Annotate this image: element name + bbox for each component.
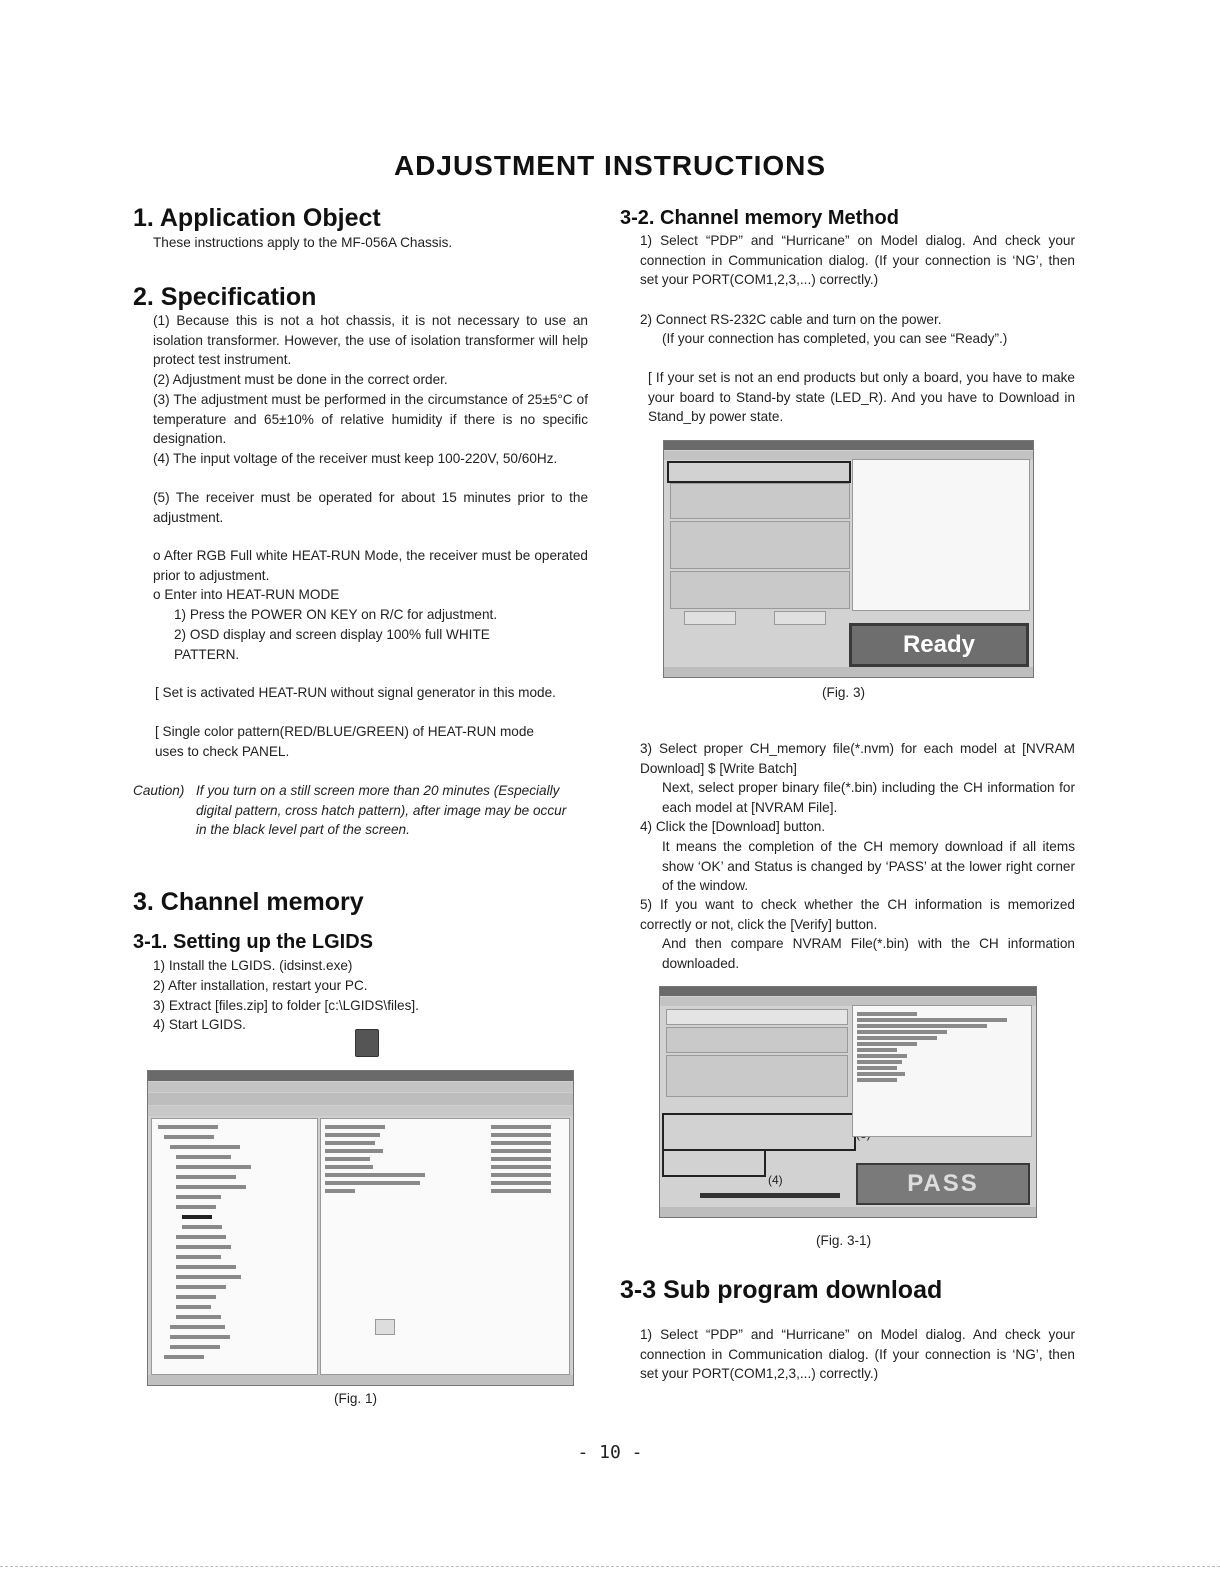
pass-status: PASS bbox=[856, 1163, 1030, 1205]
fig-3-screenshot bbox=[663, 440, 1034, 678]
method-step-1: 1) Select “PDP” and “Hurricane” on Model dialog. And check your connection in Communication dialog. (If your connection is ‘NG’, then set your PORT(COM1,2,3,...) correctly.) bbox=[640, 233, 1075, 288]
section-1-heading: 1. Application Object bbox=[133, 204, 381, 232]
fig-3-1-screenshot bbox=[659, 986, 1037, 1218]
ready-status: Ready bbox=[849, 623, 1029, 667]
note-1: [ Set is activated HEAT-RUN without signal generator in this mode. bbox=[155, 685, 556, 700]
lgids-step-2: 2) After installation, restart your PC. bbox=[153, 978, 368, 993]
file-list-pane bbox=[320, 1118, 570, 1375]
method-step-3: 3) Select proper CH_memory file(*.nvm) for each model at [NVRAM Download] $ [Write Batch] bbox=[640, 741, 1075, 776]
download-button[interactable] bbox=[684, 611, 736, 625]
lgids-step-4: 4) Start LGIDS. bbox=[153, 1017, 246, 1032]
window-titlebar bbox=[148, 1071, 573, 1081]
message-pane bbox=[852, 1005, 1032, 1137]
page-number: - 10 - bbox=[577, 1442, 643, 1463]
nvram-file-group bbox=[670, 571, 850, 609]
nvram-file-highlight-box bbox=[662, 1113, 856, 1151]
spec-item-5: (5) The receiver must be operated for about 15 minutes prior to the adjustment. bbox=[153, 490, 588, 525]
method-step-4-detail: It means the completion of the CH memory download if all items show ‘OK’ and Status is changed by ‘PASS’ at the lower right corner of the window. bbox=[662, 839, 1075, 894]
spec-item-2: (2) Adjustment must be done in the correct order. bbox=[153, 372, 448, 387]
cursor-tooltip bbox=[375, 1319, 395, 1335]
fig-1-screenshot bbox=[147, 1070, 574, 1386]
address-bar bbox=[148, 1106, 573, 1116]
status-bar bbox=[148, 1375, 573, 1385]
section-1-text: These instructions apply to the MF-056A Chassis. bbox=[153, 235, 453, 250]
method-step-2-note: (If your connection has completed, you can see “Ready”.) bbox=[662, 331, 1008, 346]
lgids-step-1: 1) Install the LGIDS. (idsinst.exe) bbox=[153, 958, 353, 973]
status-bar bbox=[664, 667, 1033, 677]
section-3-heading: 3. Channel memory bbox=[133, 888, 364, 916]
method-step-5: 5) If you want to check whether the CH information is memorized correctly or not, click the [Verify] button. bbox=[640, 897, 1075, 932]
heatrun-step-2: 2) OSD display and screen display 100% full WHITE PATTERN. bbox=[174, 627, 490, 662]
method-step-5-detail: And then compare NVRAM File(*.bin) with the CH information downloaded. bbox=[662, 936, 1075, 971]
caution-text: If you turn on a still screen more than 20 minutes (Especially digital pattern, cross hatch pattern), after image may be occur in the black level part of the screen. bbox=[196, 783, 567, 838]
message-pane bbox=[852, 459, 1030, 611]
method-step-4: 4) Click the [Download] button. bbox=[640, 819, 826, 834]
standby-note: [ If your set is not an end products but only a board, you have to make your board to Stand-by state (LED_R). And you have to Download in Stand_by power state. bbox=[648, 370, 1075, 425]
section-3-1-heading: 3-1. Setting up the LGIDS bbox=[133, 931, 374, 953]
section-2-heading: 2. Specification bbox=[133, 283, 317, 311]
progress-bar bbox=[700, 1193, 840, 1198]
heatrun-item-1: o After RGB Full white HEAT-RUN Mode, the receiver must be operated prior to adjustment. bbox=[153, 548, 588, 583]
lgids-app-icon bbox=[355, 1029, 379, 1057]
caution-label: Caution) bbox=[133, 783, 185, 798]
page-title: ADJUSTMENT INSTRUCTIONS bbox=[393, 150, 827, 181]
communication-group bbox=[670, 483, 850, 519]
toolbar bbox=[148, 1093, 573, 1105]
note-2: [ Single color pattern(RED/BLUE/GREEN) of HEAT-RUN mode uses to check PANEL. bbox=[155, 724, 534, 759]
model-highlight-box bbox=[667, 461, 851, 483]
section-3-2-heading: 3-2. Channel memory Method bbox=[620, 207, 899, 229]
fig-3-caption: (Fig. 3) bbox=[822, 685, 866, 700]
lgids-step-3: 3) Extract [files.zip] to folder [c:\LGIDS\files]. bbox=[153, 998, 419, 1013]
method-step-2: 2) Connect RS-232C cable and turn on the power. bbox=[640, 312, 942, 327]
folder-tree-pane bbox=[151, 1118, 318, 1375]
window-titlebar bbox=[660, 987, 1036, 996]
method-step-3-detail: Next, select proper binary file(*.bin) including the CH information for each model at [NVRAM File]. bbox=[662, 780, 1075, 815]
label-4: (4) bbox=[768, 1173, 783, 1187]
heatrun-step-1: 1) Press the POWER ON KEY on R/C for adjustment. bbox=[174, 607, 498, 622]
fig-1-caption: (Fig. 1) bbox=[334, 1391, 378, 1406]
status-bar bbox=[660, 1207, 1036, 1217]
verify-button[interactable] bbox=[774, 611, 826, 625]
bottom-dashed-rule bbox=[0, 1566, 1220, 1567]
communication-group bbox=[666, 1027, 848, 1053]
spec-item-1: (1) Because this is not a hot chassis, it is not necessary to use an isolation transformer. However, the use of isolation transformer will help protect test instrument. bbox=[153, 313, 588, 368]
spec-item-3: (3) The adjustment must be performed in the circumstance of 25±5°C of temperature and 65±10% of relative humidity if there is no specific designation. bbox=[153, 392, 588, 447]
nvram-download-group bbox=[666, 1055, 848, 1097]
download-highlight-box bbox=[662, 1149, 766, 1177]
nvram-download-group bbox=[670, 521, 850, 569]
spec-item-4: (4) The input voltage of the receiver must keep 100-220V, 50/60Hz. bbox=[153, 451, 558, 466]
model-field bbox=[666, 1009, 848, 1025]
heatrun-item-2: o Enter into HEAT-RUN MODE bbox=[153, 587, 340, 602]
subprogram-step-1: 1) Select “PDP” and “Hurricane” on Model dialog. And check your connection in Communication dialog. (If your connection is ‘NG’, then set your PORT(COM1,2,3,...) correctly.) bbox=[640, 1327, 1075, 1382]
menu-bar bbox=[148, 1082, 573, 1092]
section-3-3-heading: 3-3 Sub program download bbox=[620, 1276, 943, 1304]
fig-3-1-caption: (Fig. 3-1) bbox=[816, 1233, 872, 1248]
window-titlebar bbox=[664, 441, 1033, 450]
